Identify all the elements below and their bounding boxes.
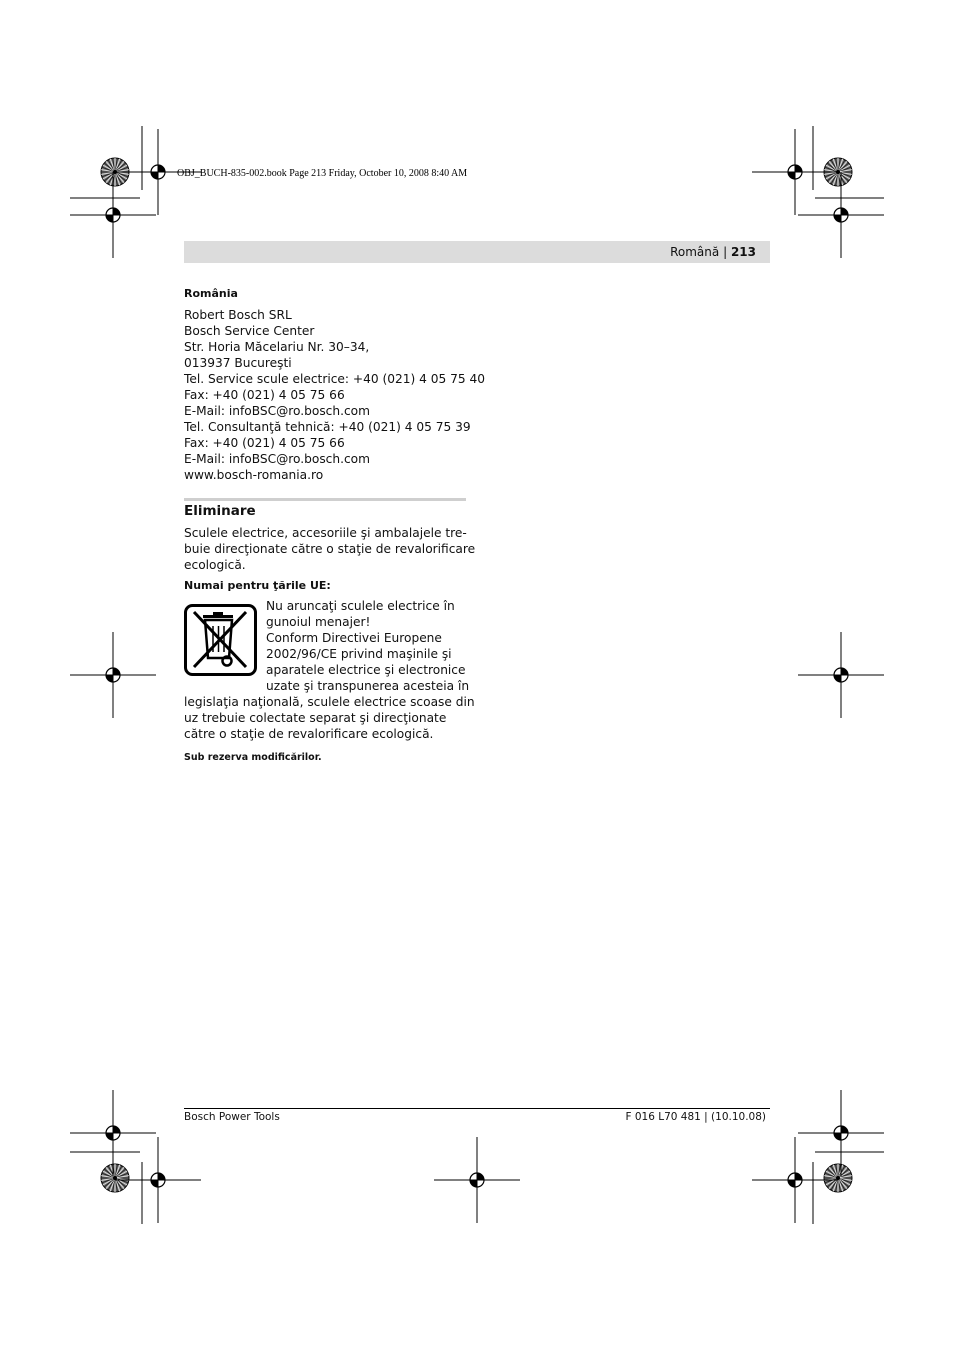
header-language: Română <box>670 245 720 259</box>
disposal-warning <box>266 598 476 694</box>
registration-crosshair-icon <box>796 630 886 720</box>
section-heading: Eliminare <box>184 503 256 519</box>
contact-line: Tel. Consultanţă tehnică: +40 (021) 4 05 75 39 <box>184 420 471 434</box>
crop-mark <box>815 1151 884 1153</box>
footer-rule <box>184 1108 770 1109</box>
contact-line: 013937 Bucureşti <box>184 356 292 370</box>
intro-line: Sculele electrice, accesoriile şi ambalajele tre- <box>184 526 467 540</box>
registration-crosshair-icon <box>113 1135 203 1225</box>
registration-crosshair-icon <box>68 170 158 260</box>
section-divider <box>184 498 466 501</box>
country-heading: România <box>184 287 238 300</box>
crop-mark <box>141 1162 143 1224</box>
contact-line: Fax: +40 (021) 4 05 75 66 <box>184 388 345 402</box>
header-separator: | <box>723 245 728 259</box>
contact-line: E-Mail: infoBSC@ro.bosch.com <box>184 404 371 418</box>
contact-line: Fax: +40 (021) 4 05 75 66 <box>184 436 345 450</box>
intro-line: buie direcţionate către o staţie de revalorificare <box>184 542 476 556</box>
header-text <box>670 244 756 260</box>
intro-line: ecologică. <box>184 558 246 572</box>
warning-line: Conform Directivei Europene <box>266 631 442 645</box>
crop-mark <box>70 197 140 199</box>
warning-line: uzate şi transpunerea acesteia în <box>266 679 470 693</box>
continuation-line: legislaţia naţională, sculele electrice scoase din <box>184 695 475 709</box>
reservation-note: Sub rezerva modificărilor. <box>184 752 322 763</box>
warning-line: Nu aruncaţi sculele electrice în <box>266 599 455 613</box>
warning-line: 2002/96/CE privind maşinile şi <box>266 647 452 661</box>
crop-mark <box>815 197 884 199</box>
print-slug: OBJ_BUCH-835-002.book Page 213 Friday, October 10, 2008 8:40 AM <box>177 168 468 179</box>
registration-crosshair-icon <box>796 170 886 260</box>
footer-right: F 016 L70 481 | (10.10.08) <box>625 1111 766 1123</box>
contact-line: Str. Horia Măcelariu Nr. 30–34, <box>184 340 370 354</box>
contact-line: Bosch Service Center <box>184 324 315 338</box>
registration-crosshair-icon <box>432 1135 522 1225</box>
crop-mark <box>70 1151 140 1153</box>
warning-line: aparatele electrice şi electronice <box>266 663 466 677</box>
contact-line: www.bosch-romania.ro <box>184 468 324 482</box>
eu-heading: Numai pentru ţările UE: <box>184 579 331 592</box>
warning-line: gunoiul menajer! <box>266 615 371 629</box>
registration-crosshair-icon <box>750 1135 840 1225</box>
contact-line: Tel. Service scule electrice: +40 (021) 4 05 75 40 <box>184 372 486 386</box>
crop-mark <box>812 1162 814 1224</box>
crop-mark <box>141 126 143 190</box>
contact-line: Robert Bosch SRL <box>184 308 292 322</box>
disposal-continuation <box>184 694 474 742</box>
continuation-line: uz trebuie colectate separat şi direcţionate <box>184 711 447 725</box>
crossed-out-wheelie-bin-icon <box>184 604 257 676</box>
page-header <box>184 241 770 263</box>
crop-mark <box>812 126 814 190</box>
continuation-line: către o staţie de revalorificare ecologică. <box>184 727 434 741</box>
page-number: 213 <box>730 245 756 259</box>
contact-block <box>184 287 486 483</box>
disposal-intro <box>184 525 474 573</box>
registration-crosshair-icon <box>68 630 158 720</box>
footer-left: Bosch Power Tools <box>184 1111 280 1123</box>
contact-line: E-Mail: infoBSC@ro.bosch.com <box>184 452 371 466</box>
